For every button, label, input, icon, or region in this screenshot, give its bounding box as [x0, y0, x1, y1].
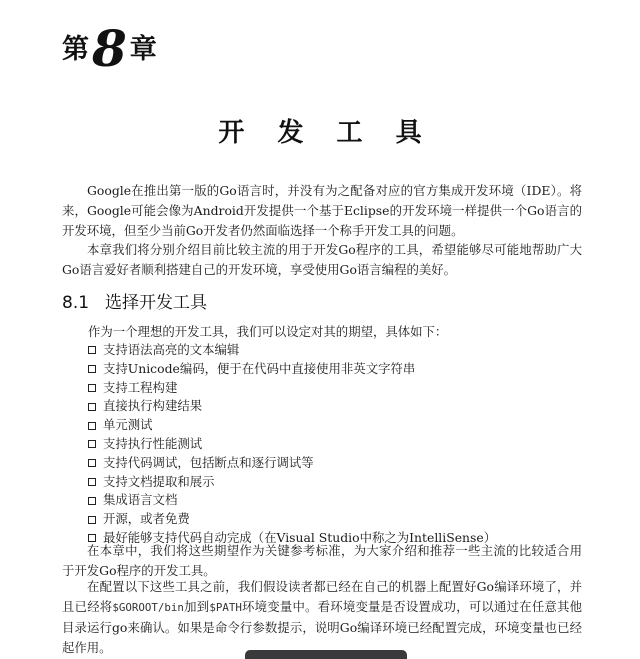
intro-paragraph-2: 本章我们将分别介绍目前比较主流的用于开发Go程序的工具，希望能够尽可能地帮助广大Go语言爱好者顺利搭建自己的开发环境，享受使用Go语言编程的美好。 [62, 242, 582, 277]
checkbox-bullet-icon [88, 440, 96, 448]
checkbox-bullet-icon [88, 403, 96, 411]
chapter-heading [62, 19, 157, 78]
list-item: 支持Unicode编码，便于在代码中直接使用非英文字符串 [88, 360, 496, 379]
checkbox-bullet-icon [88, 365, 96, 373]
scroll-handle[interactable] [245, 650, 407, 659]
checkbox-bullet-icon [88, 459, 96, 467]
list-item: 支持语法高亮的文本编辑 [88, 341, 496, 360]
checkbox-bullet-icon [88, 478, 96, 486]
list-item: 支持文档提取和展示 [88, 473, 496, 492]
code-path: $PATH [209, 601, 242, 614]
section-title: 选择开发工具 [105, 293, 208, 313]
checkbox-bullet-icon [88, 422, 96, 430]
checkbox-bullet-icon [88, 497, 96, 505]
checkbox-bullet-icon [88, 384, 96, 392]
chapter-number: 8 [92, 19, 127, 78]
list-item: 支持执行性能测试 [88, 435, 496, 454]
page-title: 开 发 工 具 [218, 118, 434, 148]
list-item: 开源，或者免费 [88, 510, 496, 529]
feature-list [88, 341, 496, 548]
list-item: 最好能够支持代码自动完成（在Visual Studio中称之为IntelliSense） [88, 529, 496, 548]
list-item: 集成语言文档 [88, 491, 496, 510]
list-item: 支持代码调试，包括断点和逐行调试等 [88, 454, 496, 473]
list-item: 支持工程构建 [88, 379, 496, 398]
checkbox-bullet-icon [88, 516, 96, 524]
list-item: 单元测试 [88, 416, 496, 435]
section-number: 8.1 [62, 293, 90, 313]
checkbox-bullet-icon [88, 346, 96, 354]
after-list-paragraph: 在本章中，我们将这些期望作为关键参考标准，为大家介绍和推荐一些主流的比较适合用于开发Go程序的开发工具。 [62, 543, 582, 578]
chapter-suffix: 章 [129, 34, 157, 65]
chapter-prefix: 第 [62, 34, 89, 65]
list-intro: 作为一个理想的开发工具，我们可以设定对其的期望，具体如下： [88, 324, 448, 339]
list-item: 直接执行构建结果 [88, 397, 496, 416]
config-paragraph: 在配置以下这些工具之前，我们假设读者都已经在自己的机器上配置好Go编译环境了，并且已经将$GOROOT/bin加到$PATH环境变量中。看环境变量是否设置成功，可以通过在任意其他目录运行go来确认。如果是命令行参数提示，说明Go编译环境已经配置完成，环境变量也已经起作用。 [62, 579, 583, 655]
intro-paragraph-1: Google在推出第一版的Go语言时，并没有为之配备对应的官方集成开发环境（IDE）。将来，Google可能会像为Android开发提供一个基于Eclipse的开发环境一样提供一个Go语言的开发环境，但至少当前Go开发者仍然面临选择一个称手开发工具的问题。 [62, 183, 582, 238]
code-goroot-bin: $GOROOT/bin [112, 601, 184, 614]
section-heading [62, 288, 207, 313]
